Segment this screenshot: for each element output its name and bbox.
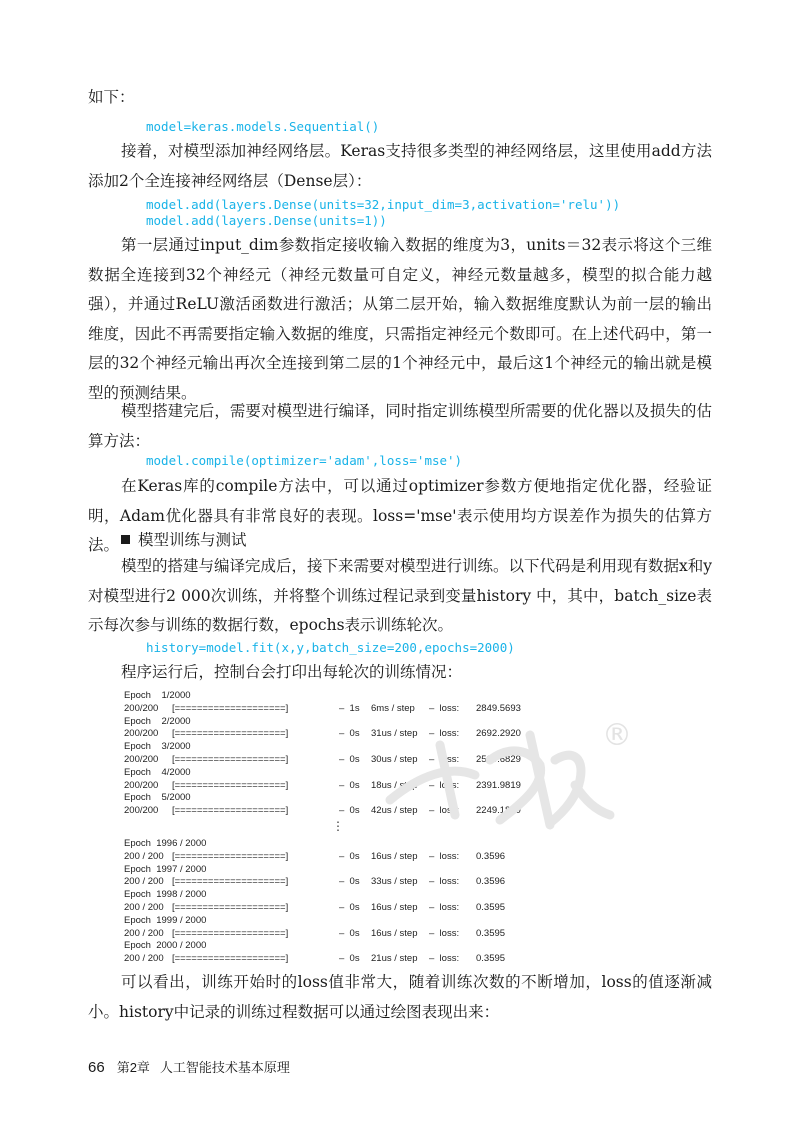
console-time: – 0s bbox=[339, 901, 360, 913]
console-epoch-line bbox=[124, 915, 584, 928]
console-time: – 0s bbox=[339, 753, 360, 765]
console-progress-line bbox=[124, 851, 584, 864]
console-time: – 0s bbox=[339, 779, 360, 791]
console-progress-line bbox=[124, 754, 584, 767]
console-step: 16us / step bbox=[371, 901, 418, 913]
console-loss: 0.3595 bbox=[476, 927, 506, 939]
console-bar: [====================] bbox=[172, 850, 289, 862]
console-step: 6ms / step bbox=[371, 702, 415, 714]
console-progress-line bbox=[124, 876, 584, 889]
console-progress: 200/200 bbox=[124, 702, 159, 714]
chapter-number: 第2章 bbox=[116, 1060, 150, 1075]
console-bar: [====================] bbox=[172, 927, 289, 939]
console-loss-label: – loss: bbox=[429, 779, 460, 791]
console-epoch-label: Epoch 2000 / 2000 bbox=[124, 940, 207, 952]
code-sequential: model=keras.models.Sequential() bbox=[146, 119, 380, 134]
console-epoch-line bbox=[124, 864, 584, 877]
console-time: – 0s bbox=[339, 728, 360, 740]
console-progress-line bbox=[124, 728, 584, 741]
paragraph-layer-explain: 第一层通过input_dim参数指定接收输入数据的维度为3，units＝32表示将这个三维数据全连接到32个神经元（神经元数量可自定义，神经元数量越多，模型的拟合能力越强），并通过ReLU激活函数进行激活；从第二层开始，输入数据维度默认为前一层的输出维度，因此不再需要指定输入数据的维度，只需指定神经元个数即可。在上述代码中，第一层的32个神经元输出再次全连接到第二层的1个神经元中，最后这1个神经元的输出就是模型的预测结果。 bbox=[88, 236, 712, 402]
paragraph-train-intro: 模型的搭建与编译完成后，接下来需要对模型进行训练。以下代码是利用现有数据x和y对模型进行2 000次训练，并将整个训练过程记录到变量history 中，其中，batch_size表示每次参与训练的数据行数，epochs表示训练轮次。 bbox=[88, 557, 713, 634]
console-loss: 0.3595 bbox=[476, 953, 506, 965]
console-progress: 200/200 bbox=[124, 805, 159, 817]
paragraph-add-layers: 接着，对模型添加神经网络层。Keras支持很多类型的神经网络层，这里使用add方法添加2个全连接神经网络层（Dense层）： bbox=[88, 142, 712, 190]
console-step: 31us / step bbox=[371, 728, 418, 740]
console-epoch-label: Epoch 1/2000 bbox=[124, 690, 191, 701]
console-step: 21us / step bbox=[371, 953, 418, 965]
console-loss-label: – loss: bbox=[429, 876, 460, 888]
page-number: 66 bbox=[88, 1059, 105, 1076]
console-epoch-line bbox=[124, 792, 584, 805]
console-step: 33us / step bbox=[371, 876, 418, 888]
section-heading-text: 模型训练与测试 bbox=[138, 531, 247, 549]
console-output bbox=[124, 690, 584, 966]
console-loss-label: – loss: bbox=[429, 901, 460, 913]
console-time: – 0s bbox=[339, 876, 360, 888]
console-epoch-line bbox=[124, 767, 584, 780]
console-progress: 200 / 200 bbox=[124, 850, 164, 862]
console-epoch-label: Epoch 5/2000 bbox=[124, 792, 191, 804]
console-ellipsis: ⋮ bbox=[332, 818, 344, 833]
console-start-block bbox=[124, 690, 584, 818]
console-epoch-line bbox=[124, 889, 584, 902]
console-bar: [====================] bbox=[172, 728, 289, 740]
console-loss: 2692.2920 bbox=[476, 728, 521, 740]
console-end-block bbox=[124, 838, 584, 966]
console-progress: 200/200 bbox=[124, 779, 159, 791]
registered-mark: ® bbox=[602, 718, 632, 753]
console-time: – 0s bbox=[339, 927, 360, 939]
console-epoch-label: Epoch 1996 / 2000 bbox=[124, 837, 207, 849]
console-time: – 0s bbox=[339, 805, 360, 817]
console-progress-line bbox=[124, 805, 584, 818]
console-progress-line bbox=[124, 780, 584, 793]
console-loss: 0.3596 bbox=[476, 876, 506, 888]
console-time: – 1s bbox=[339, 702, 360, 714]
console-loss: 2249.1899 bbox=[476, 805, 521, 817]
paragraph-conclusion: 可以看出，训练开始时的loss值非常大，随着训练次数的不断增加，loss的值逐渐减小。history中记录的训练过程数据可以通过绘图表现出来： bbox=[88, 973, 712, 1021]
console-loss-label: – loss: bbox=[429, 728, 460, 740]
console-step: 42us / step bbox=[371, 805, 418, 817]
console-bar: [====================] bbox=[172, 702, 289, 714]
console-bar: [====================] bbox=[172, 805, 289, 817]
console-epoch-label: Epoch 3/2000 bbox=[124, 741, 191, 753]
console-progress: 200/200 bbox=[124, 728, 159, 740]
console-progress: 200 / 200 bbox=[124, 953, 164, 965]
console-bar: [====================] bbox=[172, 953, 289, 965]
console-step: 16us / step bbox=[371, 850, 418, 862]
section-heading bbox=[121, 526, 247, 554]
paragraph-compile-intro: 模型搭建完后，需要对模型进行编译，同时指定训练模型所需要的优化器以及损失的估算方法： bbox=[88, 402, 712, 450]
code-fit: history=model.fit(x,y,batch_size=200,epochs=2000) bbox=[146, 640, 515, 655]
console-progress-line bbox=[124, 703, 584, 716]
console-loss-label: – loss: bbox=[429, 753, 460, 765]
console-epoch-line bbox=[124, 741, 584, 754]
paragraph-compile-explain: 在Keras库的compile方法中，可以通过optimizer参数方便地指定优化器，经验证明，Adam优化器具有非常良好的表现。loss='mse'表示使用均方误差作为损失的估算方法。 bbox=[88, 477, 712, 554]
console-step: 16us / step bbox=[371, 927, 418, 939]
console-progress-line bbox=[124, 928, 584, 941]
console-epoch-line bbox=[124, 716, 584, 729]
paragraph-intro: 如下： bbox=[88, 88, 135, 106]
console-loss-label: – loss: bbox=[429, 805, 460, 817]
console-ellipsis-row bbox=[124, 818, 584, 838]
console-loss: 2849.5693 bbox=[476, 702, 521, 714]
code-dense-2: model.add(layers.Dense(units=1)) bbox=[146, 213, 387, 228]
console-loss-label: – loss: bbox=[429, 953, 460, 965]
page-footer bbox=[88, 1057, 290, 1076]
console-epoch-line bbox=[124, 940, 584, 953]
console-progress: 200 / 200 bbox=[124, 876, 164, 888]
console-bar: [====================] bbox=[172, 753, 289, 765]
code-compile: model.compile(optimizer='adam',loss='mse') bbox=[146, 453, 463, 468]
console-step: 30us / step bbox=[371, 753, 418, 765]
console-epoch-label: Epoch 1999 / 2000 bbox=[124, 914, 207, 926]
console-loss-label: – loss: bbox=[429, 927, 460, 939]
code-dense-1: model.add(layers.Dense(units=32,input_dim=3,activation='relu')) bbox=[146, 197, 621, 212]
console-epoch-label: Epoch 1998 / 2000 bbox=[124, 889, 207, 901]
console-time: – 0s bbox=[339, 953, 360, 965]
console-loss: 0.3596 bbox=[476, 850, 506, 862]
console-bar: [====================] bbox=[172, 901, 289, 913]
console-progress: 200 / 200 bbox=[124, 901, 164, 913]
square-bullet-icon bbox=[121, 535, 130, 544]
chapter-title: 人工智能技术基本原理 bbox=[159, 1060, 290, 1075]
paragraph-console-intro: 程序运行后，控制台会打印出每轮次的训练情况： bbox=[121, 663, 463, 681]
console-loss: 2391.9819 bbox=[476, 779, 521, 791]
console-progress: 200/200 bbox=[124, 753, 159, 765]
console-step: 18us / step bbox=[371, 779, 418, 791]
console-epoch-line bbox=[124, 690, 584, 703]
console-loss-label: – loss: bbox=[429, 850, 460, 862]
console-loss: 0.3595 bbox=[476, 901, 506, 913]
console-bar: [====================] bbox=[172, 779, 289, 791]
console-bar: [====================] bbox=[172, 876, 289, 888]
console-time: – 0s bbox=[339, 850, 360, 862]
console-epoch-label: Epoch 4/2000 bbox=[124, 766, 191, 778]
console-epoch-label: Epoch 1997 / 2000 bbox=[124, 863, 207, 875]
console-epoch-line bbox=[124, 838, 584, 851]
console-loss: 2539.6829 bbox=[476, 753, 521, 765]
console-loss-label: – loss: bbox=[429, 702, 460, 714]
console-progress-line bbox=[124, 902, 584, 915]
console-epoch-label: Epoch 2/2000 bbox=[124, 715, 191, 727]
console-progress: 200 / 200 bbox=[124, 927, 164, 939]
console-progress-line bbox=[124, 953, 584, 966]
